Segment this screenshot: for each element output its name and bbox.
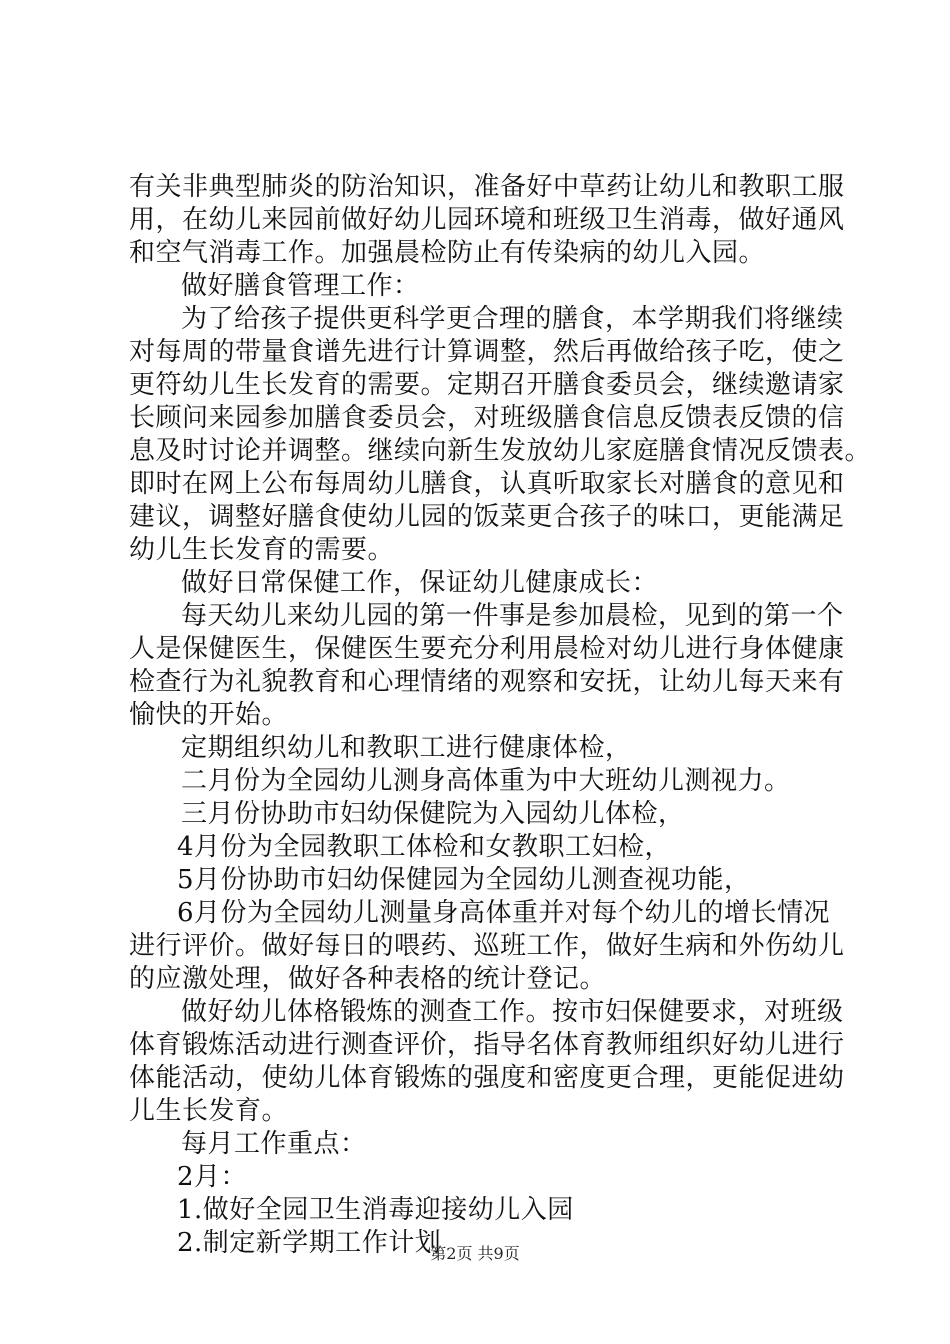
paragraph-line: 对每周的带量食谱先进行计算调整，然后再做给孩子吃，使之 [129, 337, 845, 367]
paragraph-line: 定期组织幼儿和教职工进行健康体检， [181, 733, 632, 763]
paragraph-line: 幼儿生长发育的需要。 [129, 535, 395, 565]
document-body [129, 171, 872, 1260]
schedule-item: 6月份为全园幼儿测量身高体重并对每个幼儿的增长情况 [177, 898, 831, 928]
schedule-item: 三月份协助市妇幼保健院为入园幼儿体检， [181, 799, 685, 829]
paragraph-line: 体育锻炼活动进行测查评价，指导名体育教师组织好幼儿进行 [129, 1030, 845, 1060]
paragraph-line: 和空气消毒工作。加强晨检防止有传染病的幼儿入园。 [129, 238, 766, 268]
paragraph-line: 检查行为礼貌教育和心理情绪的观察和安抚，让幼儿每天来有 [129, 667, 845, 697]
paragraph-line: 更符幼儿生长发育的需要。定期召开膳食委员会，继续邀请家 [129, 370, 845, 400]
paragraph-line: 用，在幼儿来园前做好幼儿园环境和班级卫生消毒，做好通风 [129, 205, 845, 235]
paragraph-line: 愉快的开始。 [129, 700, 289, 730]
paragraph-line: 为了给孩子提供更科学更合理的膳食，本学期我们将继续 [181, 304, 844, 334]
section-heading-monthly: 每月工作重点： [181, 1129, 367, 1159]
month-heading: 2月： [177, 1162, 248, 1192]
paragraph-line: 息及时讨论并调整。继续向新生发放幼儿家庭膳食情况反馈表。 [129, 436, 872, 466]
paragraph-line: 每天幼儿来幼儿园的第一件事是参加晨检，见到的第一个 [181, 601, 844, 631]
section-heading-health: 做好日常保健工作，保证幼儿健康成长： [181, 568, 659, 598]
paragraph-line: 的应激处理，做好各种表格的统计登记。 [129, 964, 607, 994]
paragraph-line: 长顾问来园参加膳食委员会，对班级膳食信息反馈表反馈的信 [129, 403, 845, 433]
section-heading-fitness: 做好幼儿体格锻炼的测查工作。按市妇保健要求，对班级 [181, 997, 844, 1027]
page-number-footer: 第2页 共9页 [430, 1244, 520, 1263]
paragraph-line: 人是保健医生，保健医生要充分利用晨检对幼儿进行身体健康 [129, 634, 845, 664]
paragraph-line: 进行评价。做好每日的喂药、巡班工作，做好生病和外伤幼儿 [129, 931, 845, 961]
paragraph-line: 有关非典型肺炎的防治知识，准备好中草药让幼儿和教职工服 [129, 172, 845, 202]
paragraph-line: 体能活动，使幼儿体育锻炼的强度和密度更合理，更能促进幼 [129, 1063, 845, 1093]
schedule-item: 5月份协助市妇幼保健园为全园幼儿测查视功能， [177, 865, 751, 895]
paragraph-line: 儿生长发育。 [129, 1096, 289, 1126]
paragraph-line: 建议，调整好膳食使幼儿园的饭菜更合孩子的味口，更能满足 [129, 502, 845, 532]
list-item: 2.制定新学期工作计划 [177, 1228, 442, 1258]
schedule-item: 4月份为全园教职工体检和女教职工妇检， [177, 832, 672, 862]
schedule-item: 二月份为全园幼儿测身高体重为中大班幼儿测视力。 [181, 766, 791, 796]
paragraph-line: 即时在网上公布每周幼儿膳食，认真听取家长对膳食的意见和 [129, 469, 845, 499]
section-heading-diet: 做好膳食管理工作： [181, 271, 420, 301]
list-item: 1.做好全园卫生消毒迎接幼儿入园 [177, 1195, 574, 1225]
